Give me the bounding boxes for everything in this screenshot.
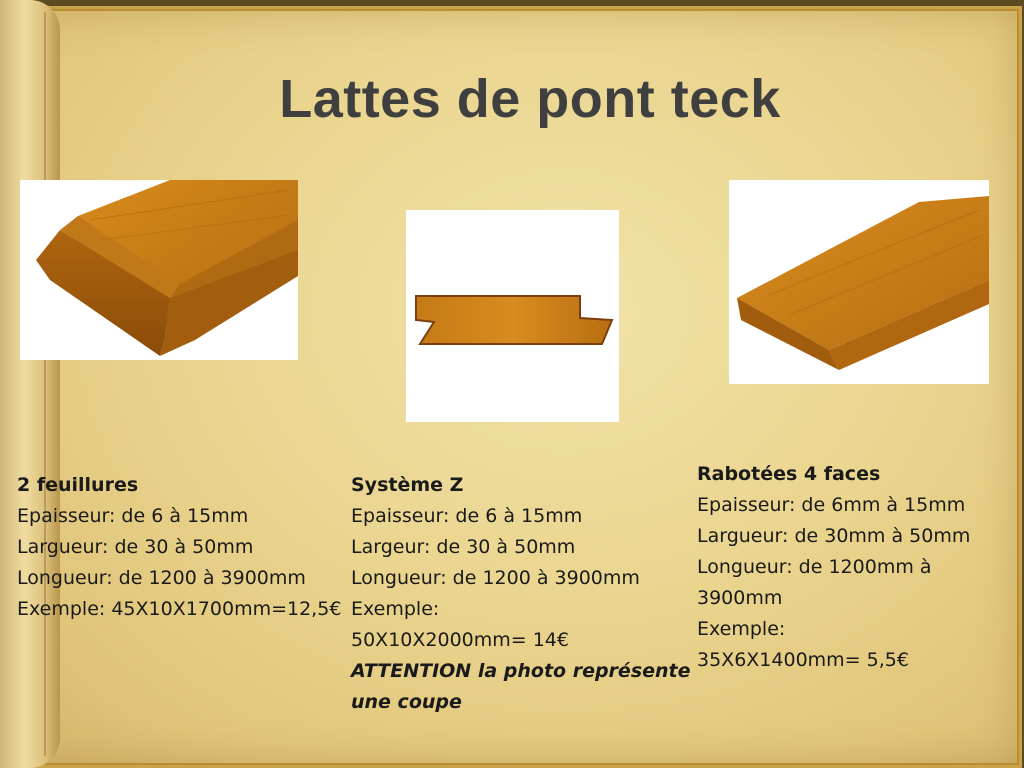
caption-heading: Rabotées 4 faces	[697, 463, 881, 485]
caption-systeme-z	[351, 470, 696, 718]
product-photo-rabotees-4-faces	[729, 180, 989, 384]
spec-thickness: Epaisseur: de 6 à 15mm	[351, 505, 583, 527]
spec-example-value: 35X6X1400mm= 5,5€	[697, 649, 909, 671]
product-photo-systeme-z	[406, 210, 619, 422]
spec-width: Largueur: de 30mm à 50mm	[697, 525, 971, 547]
photo-warning-line-1: ATTENTION la photo représente	[351, 660, 691, 682]
caption-rabotees-4-faces	[697, 459, 1017, 676]
product-photo-2-feuillures	[20, 180, 298, 360]
spec-example: Exemple: 45X10X1700mm=12,5€	[17, 598, 342, 620]
spec-length: Longueur: de 1200 à 3900mm	[17, 567, 306, 589]
planed-board-image	[729, 180, 989, 384]
spec-thickness: Epaisseur: de 6mm à 15mm	[697, 494, 966, 516]
spec-width: Largeur: de 30 à 50mm	[351, 536, 576, 558]
spec-example-label: Exemple:	[697, 618, 786, 640]
spec-length-cont: 3900mm	[697, 587, 783, 609]
slide-title: Lattes de pont teck	[279, 69, 781, 129]
spec-length: Longueur: de 1200 à 3900mm	[351, 567, 640, 589]
spec-thickness: Epaisseur: de 6 à 15mm	[17, 505, 249, 527]
caption-heading: Système Z	[351, 474, 464, 496]
spec-example-label: Exemple:	[351, 598, 440, 620]
caption-2-feuillures	[17, 470, 357, 625]
photo-warning-line-2: une coupe	[351, 691, 462, 713]
rebated-board-image	[20, 180, 298, 360]
spec-width: Largueur: de 30 à 50mm	[17, 536, 254, 558]
z-profile-section-image	[406, 210, 619, 422]
spec-length: Longueur: de 1200mm à	[697, 556, 932, 578]
caption-heading: 2 feuillures	[17, 474, 139, 496]
spec-example-value: 50X10X2000mm= 14€	[351, 629, 569, 651]
